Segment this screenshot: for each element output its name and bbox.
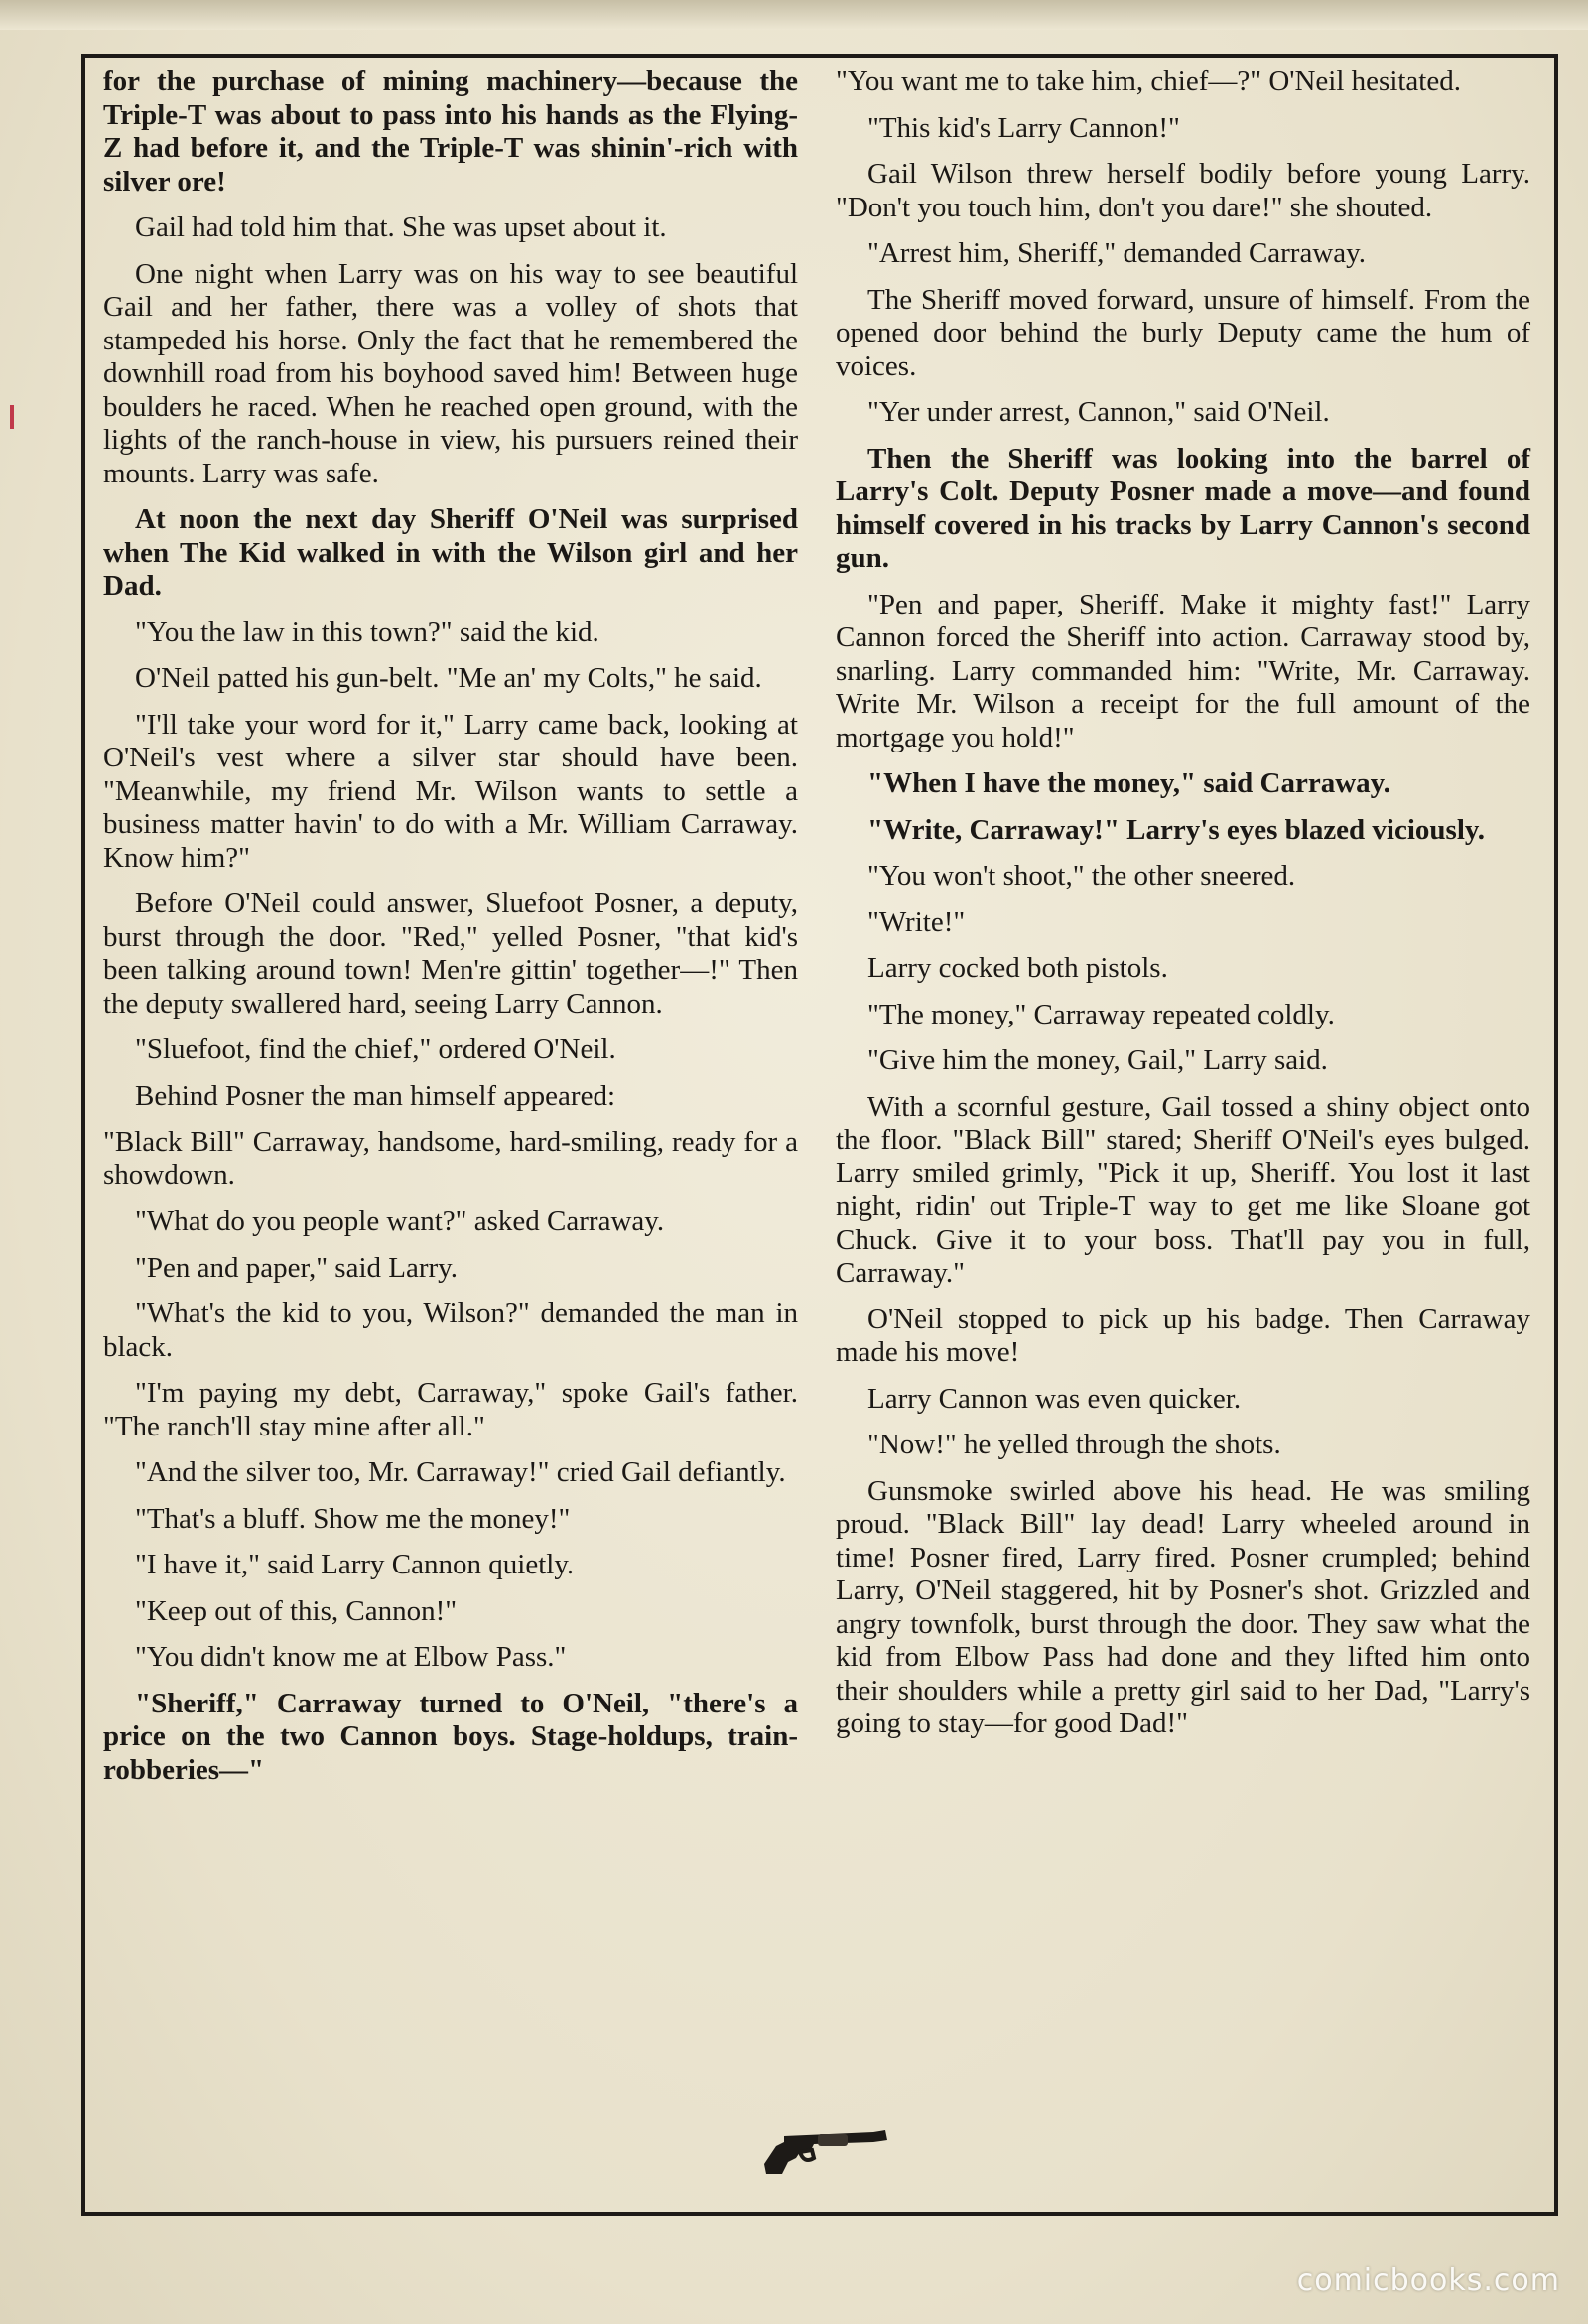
paragraph: O'Neil patted his gun-belt. "Me an' my Colts," he said. [135,662,762,694]
paragraph: The Sheriff moved forward, unsure of himself. From the opened door behind the burly Deputy came the hum of voices. [836,283,1530,382]
paragraph: "Write, Carraway!" Larry's eyes blazed viciously. [867,813,1486,846]
paragraph: "Now!" he yelled through the shots. [867,1429,1281,1460]
paragraph: Larry cocked both pistols. [867,952,1168,984]
margin-mark [10,405,14,429]
paragraph: Then the Sheriff was looking into the barrel of Larry's Colt. Deputy Posner made a move—and found himself covered in his tracks by Larry Cannon's second gun. [836,442,1530,574]
paragraph: "When I have the money," said Carraway. [867,767,1390,799]
watermark: comicbooks.com [1296,2263,1560,2298]
paragraph: "Yer under arrest, Cannon," said O'Neil. [867,396,1330,428]
paragraph: "You want me to take him, chief—?" O'Neil hesitated. [836,66,1461,97]
paragraph: Larry Cannon was even quicker. [867,1382,1242,1415]
paragraph: At noon the next day Sheriff O'Neil was surprised when The Kid walked in with the Wilson girl and her Dad. [103,503,798,602]
right-text-column [836,66,1530,1754]
paragraph: "Give him the money, Gail," Larry said. [867,1044,1328,1076]
paragraph: Gail Wilson threw herself bodily before young Larry. "Don't you touch him, don't you dare!" she shouted. [836,158,1530,223]
paragraph: "The money," Carraway repeated coldly. [867,998,1335,1030]
paragraph: "Black Bill" Carraway, handsome, hard-smiling, ready for a showdown. [103,1126,798,1191]
paragraph: "Arrest him, Sheriff," demanded Carraway. [867,237,1367,269]
paragraph: "You won't shoot," the other sneered. [867,860,1296,891]
paragraph: "And the silver too, Mr. Carraway!" cried Gail defiantly. [135,1456,786,1488]
paragraph: "Sluefoot, find the chief," ordered O'Neil. [135,1033,616,1065]
paragraph: "I have it," said Larry Cannon quietly. [135,1549,575,1580]
paragraph: One night when Larry was on his way to see beautiful Gail and her father, there was a volley of shots that stampeded his horse. Only the fact that he remembered the downhill road from his boyhood saved him! Between huge boulders he raced. When he reached open ground, with the lights of the ranch-house in view, his pursuers reined their mounts. Larry was safe. [103,257,798,489]
paragraph: With a scornful gesture, Gail tossed a shiny object onto the floor. "Black Bill" stared; Sheriff O'Neil's eyes bulged. Larry smiled grimly, "Pick it up, Sheriff. You lost it last night, ridin' out Triple-T way to get me like Sloane got Chuck. Give it to your boss. That'll pay you in full, Carraway." [836,1090,1530,1289]
paragraph: "What's the kid to you, Wilson?" demanded the man in black. [103,1298,798,1363]
paragraph: Gunsmoke swirled above his head. He was smiling proud. "Black Bill" lay dead! Larry wheeled around in time! Posner fired, Larry fired. Posner crumpled; behind Larry, O'Neil staggered, hit by Posner's shot. Grizzled and angry townfolk, burst through the door. They saw what the kid from Elbow Pass had done and they lifted him onto their shoulders while a pretty girl said to her Dad, "Larry's going to stay—for good Dad!" [836,1474,1530,1739]
paragraph: "This kid's Larry Cannon!" [867,111,1180,144]
paragraph: "Pen and paper," said Larry. [135,1251,459,1284]
revolver-icon [754,2113,893,2182]
paragraph: "You the law in this town?" said the kid. [135,615,599,648]
paragraph: "Write!" [867,905,966,938]
paragraph: "That's a bluff. Show me the money!" [135,1502,571,1535]
paragraph: "What do you people want?" asked Carraway. [135,1205,665,1237]
paragraph: Before O'Neil could answer, Sluefoot Posner, a deputy, burst through the door. "Red," yelled Posner, "that kid's been talking around town! Men're gittin' together—!" Then the deputy swallered hard, seeing Larry Cannon. [103,888,798,1020]
paragraph: Behind Posner the man himself appeared: [135,1079,616,1112]
paragraph: "Pen and paper, Sheriff. Make it mighty fast!" Larry Cannon forced the Sheriff into action. Carraway stood by, snarling. Larry commanded him: "Write, Mr. Carraway. Write Mr. Wilson a receipt for the full amount of the mortgage you hold!" [836,588,1530,753]
paragraph: Gail had told him that. She was upset about it. [135,211,667,243]
paragraph: "I'll take your word for it," Larry came back, looking at O'Neil's vest where a silver star should have been. "Meanwhile, my friend Mr. Wilson wants to settle a business matter havin' to do with a Mr. William Carraway. Know him?" [103,708,798,874]
paragraph: "Keep out of this, Cannon!" [135,1594,458,1627]
paragraph: "Sheriff," Carraway turned to O'Neil, "there's a price on the two Cannon boys. Stage-holdups, train-robberies—" [103,1687,798,1786]
paragraph: "You didn't know me at Elbow Pass." [135,1641,567,1673]
paragraph: for the purchase of mining machinery—because the Triple-T was about to pass into his hands as the Flying-Z had before it, and the Triple-T was shinin'-rich with silver ore! [103,66,798,198]
left-text-column [103,66,798,1800]
paragraph: "I'm paying my debt, Carraway," spoke Gail's father. "The ranch'll stay mine after all." [103,1377,798,1442]
page-top-edge [0,0,1588,30]
paragraph: O'Neil stopped to pick up his badge. Then Carraway made his move! [836,1302,1530,1368]
